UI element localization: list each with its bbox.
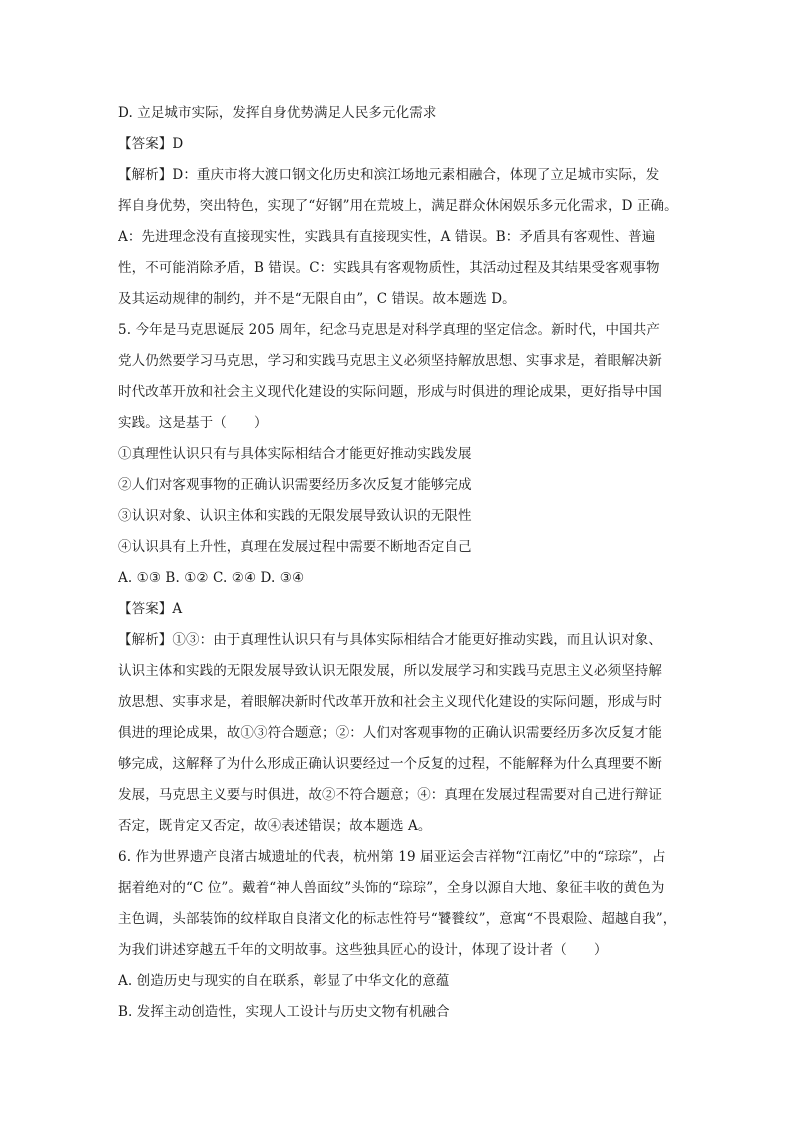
question-6-line: 为我们讲述穿越五千年的文明故事。这些独具匠心的设计，体现了设计者（ ）	[118, 942, 608, 958]
analysis-line: 俱进的理论成果，故①③符合题意；②：人们对客观事物的正确认识需要经历多次反复才能	[118, 725, 662, 741]
analysis-line: 挥自身优势，突出特色，实现了“好钢”用在荒坡上，满足群众休闲娱乐多元化需求，D 正确。	[118, 198, 678, 214]
options-line: A. ①③ B. ①② C. ②④ D. ③④	[118, 570, 305, 586]
analysis-line: 【解析】D：重庆市将大渡口钢文化历史和滨江场地元素相融合，体现了立足城市实际，发	[118, 167, 660, 183]
option-b-line: B. 发挥主动创造性，实现人工设计与历史文物有机融合	[118, 1004, 450, 1020]
question-6-line: 6. 作为世界遗产良渚古城遗址的代表，杭州第 19 届亚运会吉祥物“江南忆”中的“琮琮”，占	[118, 849, 666, 865]
analysis-line: 发展，马克思主义要与时俱进，故②不符合题意；④：真理在发展过程需要对自己进行辩证	[118, 787, 662, 803]
question-6-line: 据着绝对的“C 位”。戴着“神人兽面纹”头饰的“琮琮”，全身以源自大地、象征丰收的黄色为	[118, 880, 665, 896]
statement-1: ①真理性认识只有与具体实际相结合才能更好推动实践发展	[118, 446, 472, 462]
question-5-line: 党人仍然要学习马克思，学习和实践马克思主义必须坚持解放思想、实事求是，着眼解决新	[118, 353, 662, 369]
analysis-line: 够完成，这解释了为什么形成正确认识要经过一个反复的过程，不能解释为什么真理要不断	[118, 756, 662, 772]
question-5-line: 5. 今年是马克思诞辰 205 周年，纪念马克思是对科学真理的坚定信念。新时代，中国共产	[118, 322, 660, 338]
option-d-line: D. 立足城市实际，发挥自身优势满足人民多元化需求	[118, 105, 437, 121]
document-body	[118, 98, 688, 1028]
question-5-line: 时代改革开放和社会主义现代化建设的实际问题，形成与时俱进的理论成果，更好指导中国	[118, 384, 662, 400]
analysis-line: 认识主体和实践的无限发展导致认识无限发展，所以发展学习和实践马克思主义必须坚持解	[118, 663, 662, 679]
analysis-line: 否定，既肯定又否定，故④表述错误；故本题选 A。	[118, 818, 432, 834]
answer-line: 【答案】A	[118, 601, 183, 617]
analysis-line: 及其运动规律的制约，并不是“无限自由”，C 错误。故本题选 D。	[118, 291, 516, 307]
analysis-line: 性，不可能消除矛盾，B 错误。C：实践具有客观物质性，其活动过程及其结果受客观事物	[118, 260, 660, 276]
analysis-line: 放思想、实事求是，着眼解决新时代改革开放和社会主义现代化建设的实际问题，形成与时	[118, 694, 662, 710]
statement-4: ④认识具有上升性，真理在发展过程中需要不断地否定自己	[118, 539, 472, 555]
option-a-line: A. 创造历史与现实的自在联系，彰显了中华文化的意蕴	[118, 973, 450, 989]
answer-line: 【答案】D	[118, 136, 184, 152]
question-6-line: 主色调，头部装饰的纹样取自良渚文化的标志性符号“饕餮纹”，意寓“不畏艰险、超越自我”，	[118, 911, 677, 927]
question-5-line: 实践。这是基于（ ）	[118, 415, 268, 431]
analysis-line: 【解析】①③：由于真理性认识只有与具体实际相结合才能更好推动实践，而且认识对象、	[118, 632, 662, 648]
statement-2: ②人们对客观事物的正确认识需要经历多次反复才能够完成	[118, 477, 472, 493]
analysis-line: A：先进理念没有直接现实性，实践具有直接现实性，A 错误。B：矛盾具有客观性、普遍	[118, 229, 656, 245]
statement-3: ③认识对象、认识主体和实践的无限发展导致认识的无限性	[118, 508, 472, 524]
